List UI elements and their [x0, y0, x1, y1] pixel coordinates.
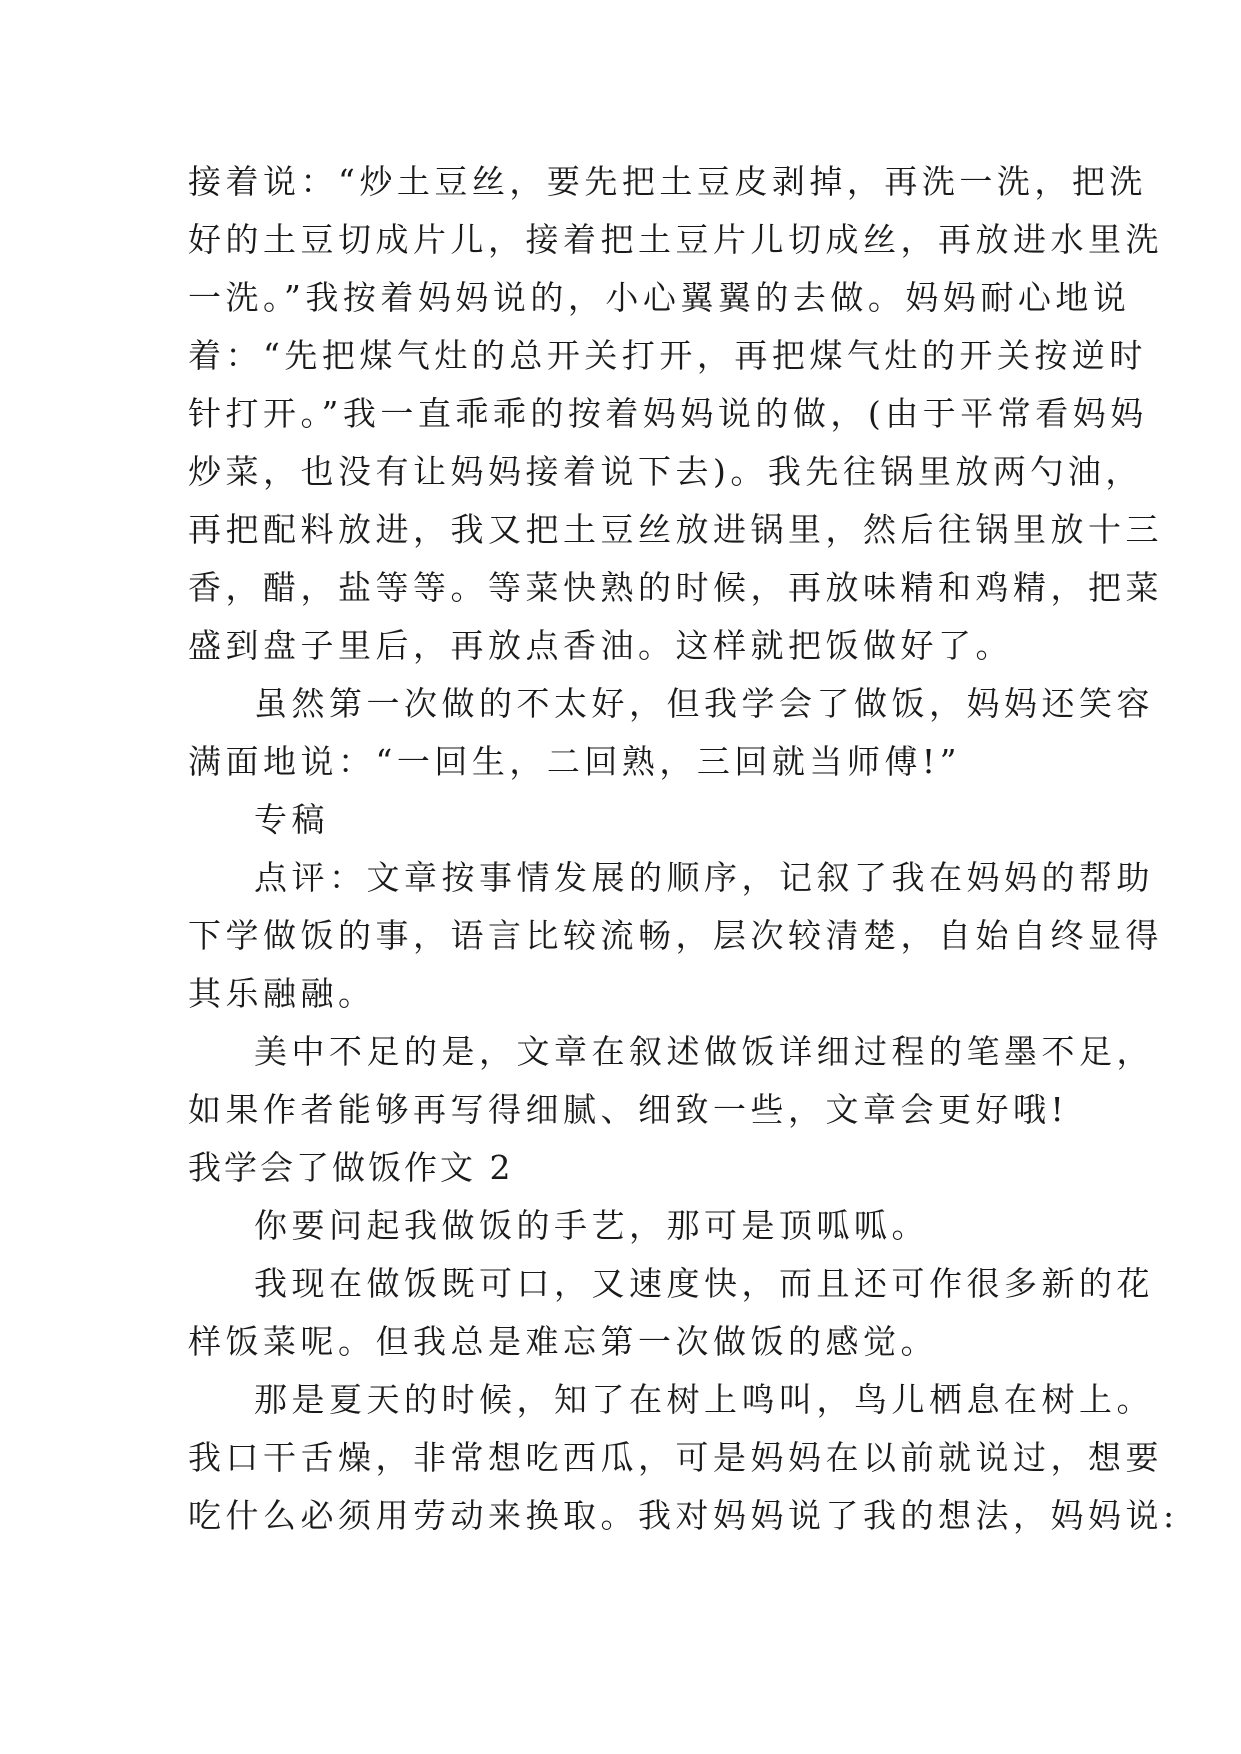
paragraph-start-line: 我现在做饭既可口，又速度快，而且还可作很多新的花: [254, 1264, 1154, 1303]
text-line: 再把配料放进，我又把土豆丝放进锅里，然后往锅里放十三: [188, 510, 1163, 549]
text-line: 我口干舌燥，非常想吃西瓜，可是妈妈在以前就说过，想要: [188, 1438, 1163, 1477]
text-line: 盛到盘子里后，再放点香油。这样就把饭做好了。: [188, 626, 1013, 665]
paragraph-start-line: 美中不足的是，文章在叙述做饭详细过程的笔墨不足，: [254, 1032, 1154, 1071]
text-line: 炒菜，也没有让妈妈接着说下去)。我先往锅里放两勺油，: [188, 452, 1143, 491]
paragraph-start-line: 你要问起我做饭的手艺，那可是顶呱呱。: [254, 1206, 929, 1245]
text-line: 好的土豆切成片儿，接着把土豆片儿切成丝，再放进水里洗: [188, 220, 1163, 259]
text-line: 吃什么必须用劳动来换取。我对妈妈说了我的想法，妈妈说:: [188, 1496, 1179, 1535]
text-line: 其乐融融。: [188, 974, 376, 1013]
text-line: 样饭菜呢。但我总是难忘第一次做饭的感觉。: [188, 1322, 938, 1361]
paragraph-start-line: 专稿: [254, 800, 329, 839]
text-line: 满面地说：“一回生，二回熟，三回就当师傅!”: [188, 742, 962, 781]
text-line: 下学做饭的事，语言比较流畅，层次较清楚，自始自终显得: [188, 916, 1163, 955]
text-line: 一洗。”我按着妈妈说的，小心翼翼的去做。妈妈耐心地说: [188, 278, 1131, 317]
section-heading: 我学会了做饭作文 2: [188, 1148, 514, 1187]
paragraph-start-line: 点评：文章按事情发展的顺序，记叙了我在妈妈的帮助: [254, 858, 1154, 897]
paragraph-start-line: 那是夏天的时候，知了在树上鸣叫，鸟儿栖息在树上。: [254, 1380, 1154, 1419]
text-line: 针打开。”我一直乖乖的按着妈妈说的做，(由于平常看妈妈: [188, 394, 1148, 433]
text-line: 如果作者能够再写得细腻、细致一些，文章会更好哦!: [188, 1090, 1069, 1129]
document-body: [188, 153, 1179, 1545]
paragraph-start-line: 虽然第一次做的不太好，但我学会了做饭，妈妈还笑容: [254, 684, 1154, 723]
text-line: 香，醋，盐等等。等菜快熟的时候，再放味精和鸡精，把菜: [188, 568, 1163, 607]
text-line: 着：“先把煤气灶的总开关打开，再把煤气灶的开关按逆时: [188, 336, 1147, 375]
text-line: 接着说：“炒土豆丝，要先把土豆皮剥掉，再洗一洗，把洗: [188, 162, 1147, 201]
